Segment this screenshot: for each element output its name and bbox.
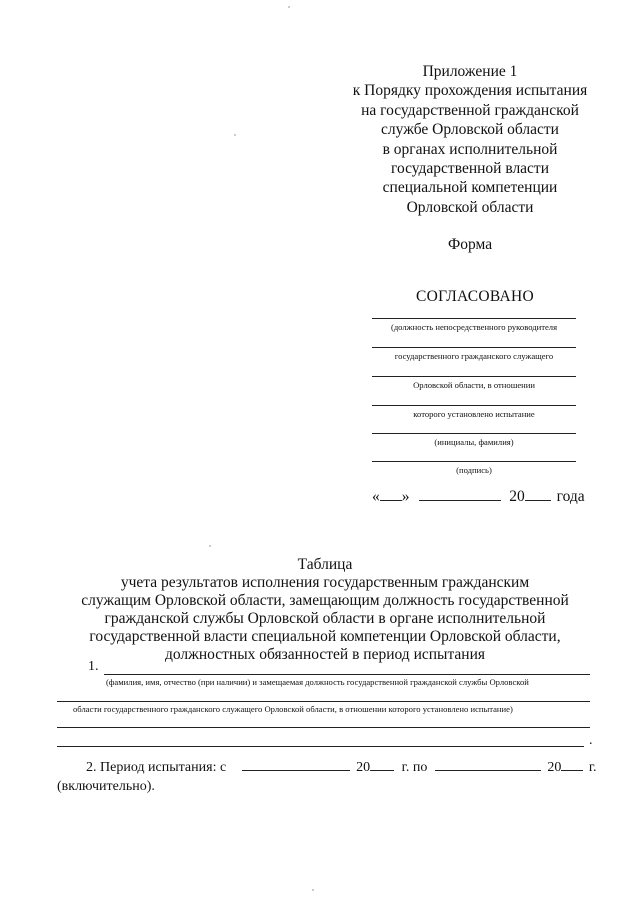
table-title-line: служащим Орловской области, замещающим должность государственной	[81, 592, 569, 609]
year-prefix: 20	[509, 488, 525, 505]
year1-blank[interactable]	[370, 770, 394, 771]
inclusive-note: (включительно).	[57, 779, 155, 794]
item1-number: 1.	[88, 659, 99, 674]
agreed-heading: СОГЛАСОВАНО	[416, 288, 535, 305]
probation-period	[86, 760, 597, 776]
g-end: г.	[588, 760, 597, 775]
item1-line3[interactable]	[57, 727, 590, 728]
caption-signature: (подпись)	[456, 465, 492, 475]
year-suffix: года	[556, 488, 585, 505]
g-po: г. по	[401, 760, 428, 775]
appendix-header	[300, 62, 640, 217]
signature-line	[372, 376, 576, 377]
year-blank[interactable]	[525, 500, 551, 501]
appendix-line: государственной власти	[390, 160, 550, 178]
signature-line	[372, 347, 576, 348]
open-quote: «	[372, 488, 380, 505]
table-title-line: Таблица	[297, 556, 353, 573]
scan-speck	[209, 545, 211, 547]
year2-blank[interactable]	[561, 770, 583, 771]
appendix-line: Приложение 1	[422, 63, 518, 80]
form-label: Форма	[448, 236, 493, 253]
month-blank[interactable]	[419, 500, 501, 501]
agreed-date	[372, 488, 585, 506]
end-date-blank[interactable]	[435, 770, 541, 771]
appendix-line: в органах исполнительной	[382, 140, 558, 158]
signature-line	[372, 433, 576, 434]
item1-caption1: (фамилия, имя, отчество (при наличии) и замещаемая должность государственной гражданской службы Орловской	[106, 677, 529, 687]
scan-speck	[312, 889, 314, 891]
table-title-line: государственной власти специальной компетенции Орловской области,	[89, 628, 561, 645]
item1-name-line[interactable]	[104, 674, 590, 675]
item1-line4[interactable]	[57, 746, 584, 747]
item1-line2[interactable]	[57, 701, 590, 702]
close-quote: »	[401, 488, 410, 505]
year2-prefix: 20	[547, 760, 562, 775]
table-title-line: должностных обязанностей в период испытания	[164, 646, 486, 663]
table-title	[60, 556, 590, 664]
caption-civil-servant: государственного гражданского служащего	[394, 351, 554, 361]
caption-position: (должность непосредственного руководителя	[390, 322, 558, 332]
scan-speck	[288, 6, 290, 8]
start-date-blank[interactable]	[242, 770, 350, 771]
appendix-line: Орловской области	[406, 198, 534, 216]
signature-line	[372, 318, 576, 319]
item1-end-dot: .	[589, 733, 593, 748]
period-label: 2. Период испытания: с	[86, 760, 227, 775]
caption-initials: (инициалы, фамилия)	[434, 437, 514, 447]
year1-prefix: 20	[356, 760, 371, 775]
table-title-line: учета результатов исполнения государственным гражданским	[120, 574, 530, 591]
appendix-line: на государственной гражданской	[361, 101, 579, 119]
scan-speck	[234, 134, 236, 136]
caption-probation: которого установлено испытание	[413, 409, 535, 419]
appendix-line: специальной компетенции	[382, 179, 558, 197]
signature-line	[372, 405, 576, 406]
signature-line	[372, 461, 576, 462]
caption-region: Орловской области, в отношении	[413, 380, 535, 390]
day-blank[interactable]	[380, 500, 402, 501]
appendix-line: к Порядку прохождения испытания	[352, 82, 588, 100]
appendix-line: службе Орловской области	[381, 121, 559, 139]
table-title-line: гражданской службы Орловской области в органе исполнительной	[104, 610, 546, 627]
item1-caption2: области государственного гражданского служащего Орловской области, в отношении которого установлено испытание)	[73, 704, 513, 714]
